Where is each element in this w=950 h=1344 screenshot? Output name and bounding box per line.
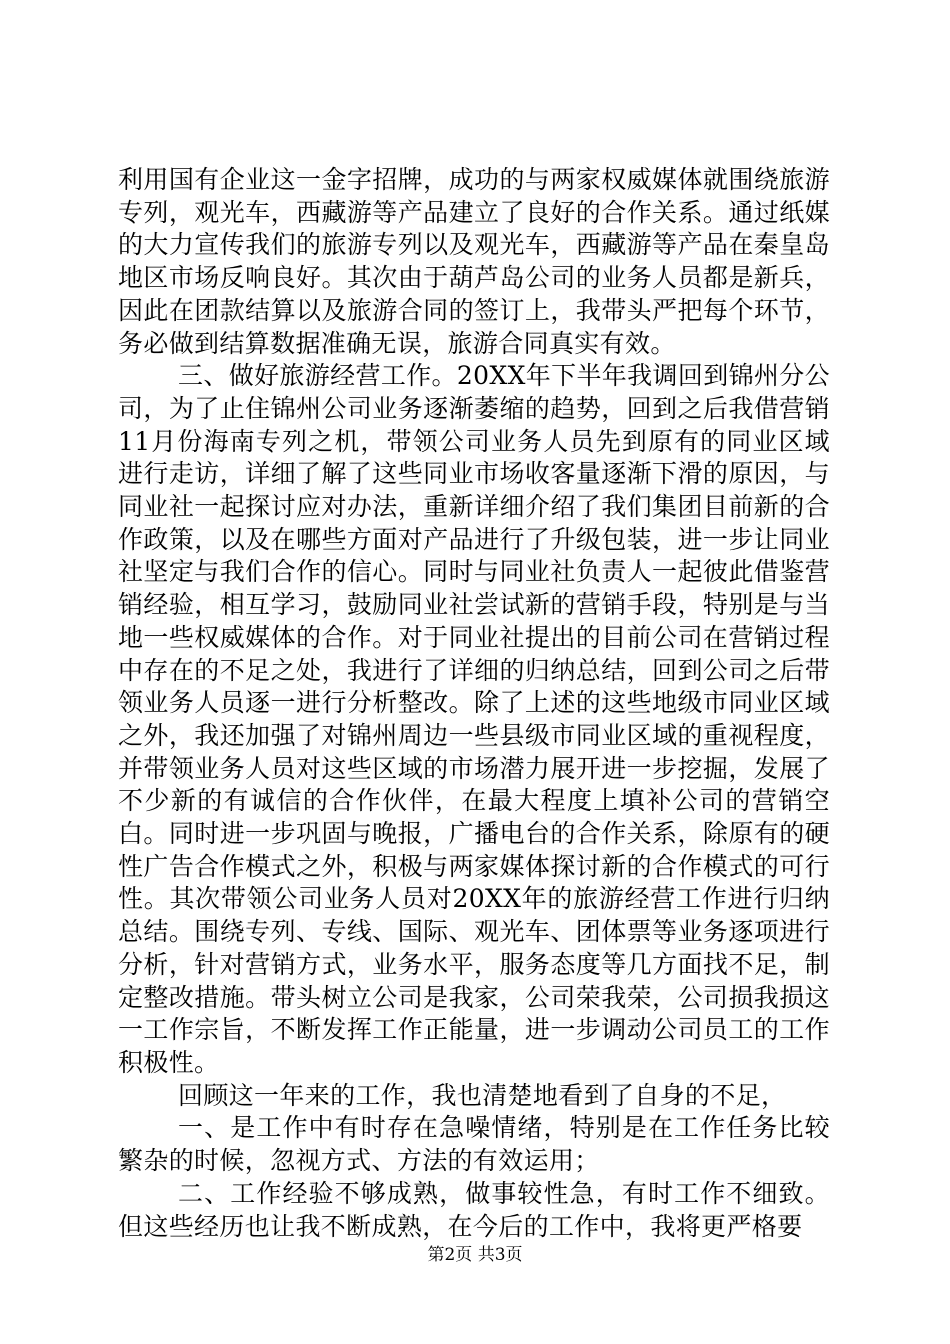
paragraph-4: 一、是工作中有时存在急噪情绪，特别是在工作任务比较繁杂的时候，忽视方式、方法的有效运用； xyxy=(118,1113,830,1176)
page-number-footer: 第2页 共3页 xyxy=(427,1245,523,1265)
paragraph-1: 利用国有企业这一金字招牌，成功的与两家权威媒体就围绕旅游专列，观光车，西藏游等产品建立了良好的合作关系。通过纸媒的大力宣传我们的旅游专列以及观光车，西藏游等产品在秦皇岛地区市场反响良好。其次由于葫芦岛公司的业务人员都是新兵，因此在团款结算以及旅游合同的签订上，我带头严把每个环节，务必做到结算数据准确无误，旅游合同真实有效。 xyxy=(118,165,830,358)
document-body xyxy=(118,164,830,1243)
paragraph-2: 三、做好旅游经营工作。20XX年下半年我调回到锦州分公司，为了止住锦州公司业务逐渐萎缩的趋势，回到之后我借营销11月份海南专列之机，带领公司业务人员先到原有的同业区域进行走访，详细了解了这些同业市场收客量逐渐下滑的原因，与同业社一起探讨应对办法，重新详细介绍了我们集团目前新的合作政策，以及在哪些方面对产品进行了升级包装，进一步让同业社坚定与我们合作的信心。同时与同业社负责人一起彼此借鉴营销经验，相互学习，鼓励同业社尝试新的营销手段，特别是与当地一些权威媒体的合作。对于同业社提出的目前公司在营销过程中存在的不足之处，我进行了详细的归纳总结，回到公司之后带领业务人员逐一进行分析整改。除了上述的这些地级市同业区域之外，我还加强了对锦州周边一些县级市同业区域的重视程度，并带领业务人员对这些区域的市场潜力展开进一步挖掘，发展了不少新的有诚信的合作伙伴，在最大程度上填补公司的营销空白。同时进一步巩固与晚报，广播电台的合作关系，除原有的硬性广告合作模式之外，积极与两家媒体探讨新的合作模式的可行性。其次带领公司业务人员对20XX年的旅游经营工作进行归纳总结。围绕专列、专线、国际、观光车、团体票等业务逐项进行分析，针对营销方式，业务水平，服务态度等几方面找不足，制定整改措施。带头树立公司是我家，公司荣我荣，公司损我损这一工作宗旨，不断发挥工作正能量，进一步调动公司员工的工作积极性。 xyxy=(118,361,830,1077)
paragraph-3: 回顾这一年来的工作，我也清楚地看到了自身的不足， xyxy=(178,1080,787,1110)
paragraph-5: 二、工作经验不够成熟，做事较性急，有时工作不细致。但这些经历也让我不断成熟，在今后的工作中，我将更严格要 xyxy=(118,1178,830,1241)
